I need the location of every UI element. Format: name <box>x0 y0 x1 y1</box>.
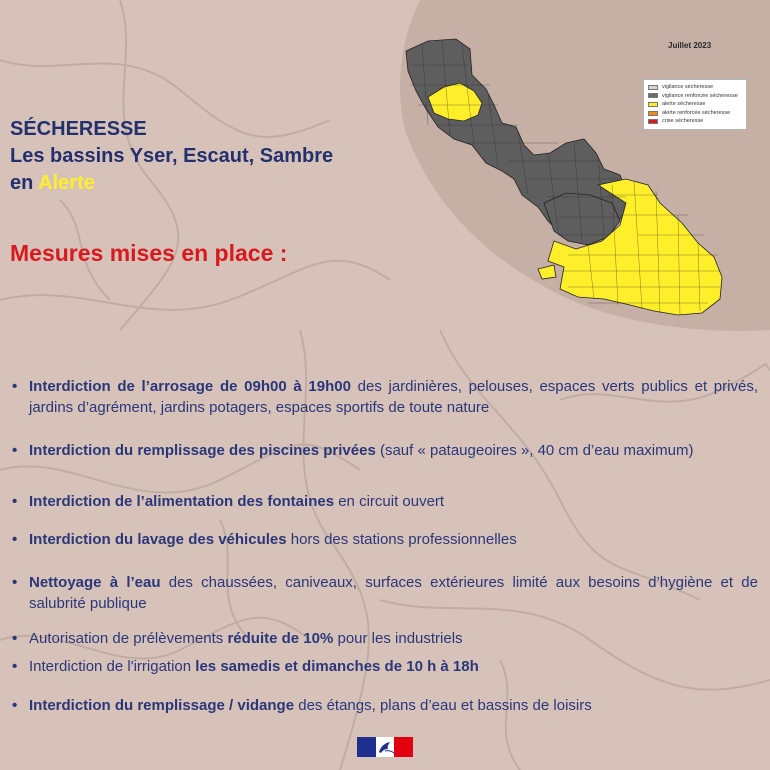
measure-prefix: Interdiction de l'irrigation <box>29 658 196 675</box>
measures-heading: Mesures mises en place : <box>10 240 288 266</box>
measure-bold: Interdiction du remplissage / vidange <box>29 697 295 714</box>
legend-label: vigilance renforcée sécheresse <box>662 92 738 99</box>
measure-bold: réduite de 10% <box>227 630 334 647</box>
title-line-basins: Les bassins Yser, Escaut, Sambre <box>10 145 334 167</box>
map-date: Juillet 2023 <box>668 41 712 50</box>
measure-rest: (sauf « pataugeoires », 40 cm d’eau maximum) <box>375 442 694 459</box>
measure-bold: Interdiction du lavage des véhicules <box>29 531 287 548</box>
republique-francaise-logo <box>357 737 413 757</box>
measure-bold: les samedis et dimanches de 10 h à 18h <box>195 658 479 675</box>
legend-swatch <box>648 102 658 107</box>
legend-label: alerte renforcée sécheresse <box>662 109 731 116</box>
bullet: • <box>12 697 18 714</box>
measure-rest: des jardinières, pelouses, espaces verts publics et privés, jardins d’agrément, jardins potagers, espaces sportifs de toute nature <box>29 378 758 416</box>
legend-swatch <box>648 111 658 116</box>
legend-item-vigilance-renforcee <box>648 92 742 101</box>
measure-fontaines <box>12 491 758 512</box>
title-prefix: en <box>10 172 34 194</box>
measure-arrosage <box>12 376 758 418</box>
title-line-secheresse: SÉCHERESSE <box>10 118 147 140</box>
legend-item-crise <box>648 117 742 126</box>
measure-nettoyage <box>12 572 758 614</box>
measure-rest: pour les industriels <box>333 630 463 647</box>
legend-label: vigilance sécheresse <box>662 84 714 90</box>
legend-swatch <box>648 93 658 98</box>
title-block <box>10 116 333 197</box>
measure-prelevements <box>12 628 758 649</box>
measure-lavage <box>12 529 758 550</box>
legend-swatch <box>648 85 658 90</box>
bullet: • <box>12 658 18 675</box>
measure-piscines <box>12 440 758 461</box>
legend-label: alerte sécheresse <box>662 101 706 108</box>
measure-bold: Interdiction de l’alimentation des fontaines <box>29 493 335 510</box>
alert-word: Alerte <box>38 172 95 194</box>
measure-etangs <box>12 695 758 716</box>
bullet: • <box>12 442 18 459</box>
title-line-alert <box>10 170 333 197</box>
bullet: • <box>12 630 18 647</box>
measure-bold: Nettoyage à l’eau <box>29 574 161 591</box>
measure-bold: Interdiction de l’arrosage de 09h00 à 19h00 <box>29 378 351 395</box>
bullet: • <box>12 378 18 395</box>
legend-item-vigilance <box>648 83 742 92</box>
bullet: • <box>12 493 18 510</box>
legend-label: crise sécheresse <box>662 118 704 125</box>
legend-item-alerte <box>648 100 742 109</box>
bullet: • <box>12 574 18 591</box>
measure-rest: des étangs, plans d’eau et bassins de loisirs <box>294 697 592 714</box>
legend-item-alerte-renforcee <box>648 109 742 118</box>
measure-irrigation <box>12 656 758 677</box>
measure-rest: des chaussées, caniveaux, surfaces extérieures limité aux besoins d’hygiène et de salubrité publique <box>29 574 758 612</box>
measure-prefix: Autorisation de prélèvements <box>29 630 228 647</box>
measure-rest: en circuit ouvert <box>334 493 445 510</box>
map-legend <box>643 79 747 130</box>
bullet: • <box>12 531 18 548</box>
measure-bold: Interdiction du remplissage des piscines privées <box>29 442 376 459</box>
legend-swatch <box>648 119 658 124</box>
measure-rest: hors des stations professionnelles <box>286 531 517 548</box>
